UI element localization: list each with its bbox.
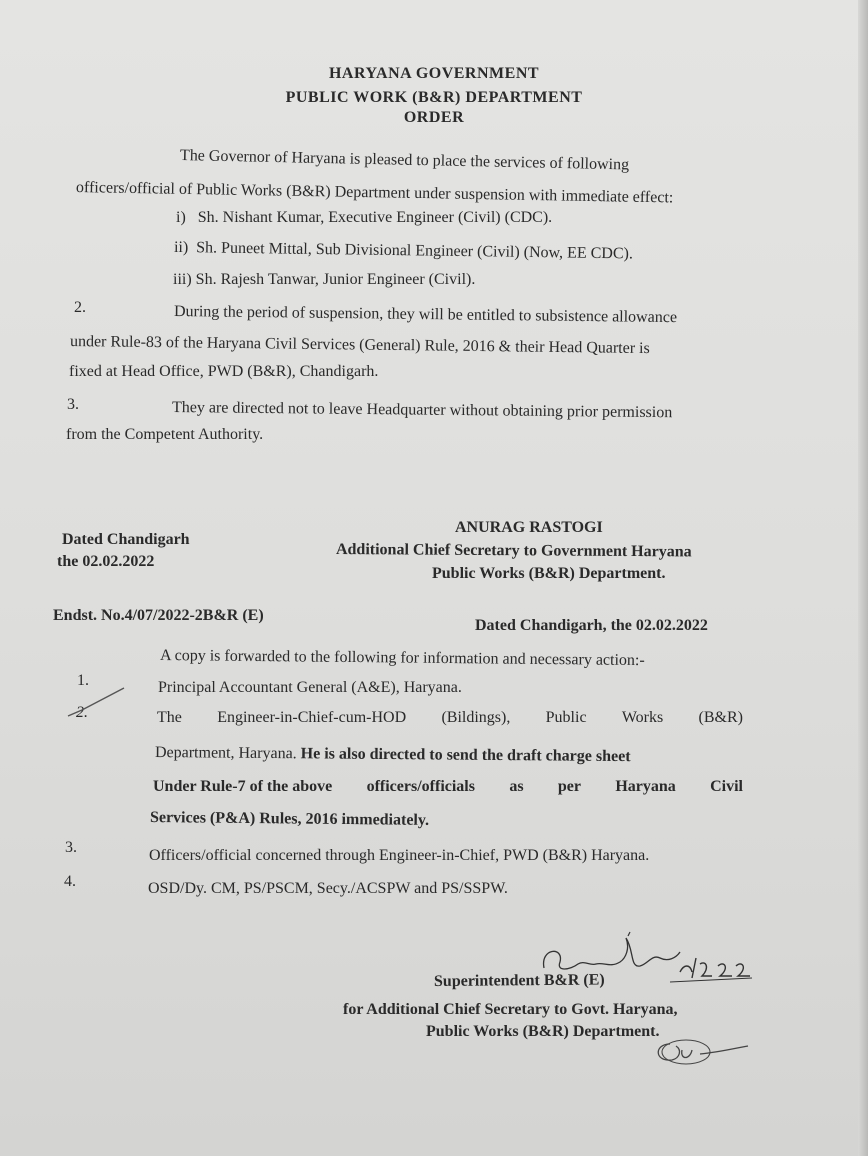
- officer-item-1: i) Sh. Nishant Kumar, Executive Engineer (Civil) (CDC).: [176, 209, 553, 226]
- para3-number: 3.: [67, 396, 79, 413]
- tick-mark-icon: [60, 680, 130, 720]
- officer-item-3: iii) Sh. Rajesh Tanwar, Junior Engineer (Civil).: [173, 271, 476, 288]
- handwritten-signature-icon: [530, 928, 760, 988]
- item2-word: as: [509, 778, 524, 795]
- dated-place: Dated Chandigarh: [62, 531, 190, 548]
- item2-number: 2.: [76, 704, 88, 721]
- endorsement-intro: A copy is forwarded to the following for information and necessary action:-: [159, 647, 645, 670]
- footer-superintendent: Superintendent B&R (E): [433, 971, 605, 990]
- item2-word: Under Rule-7 of the above: [153, 778, 333, 795]
- item2-word: (Bildings),: [441, 709, 511, 726]
- item2-word: Works: [621, 709, 664, 726]
- item2-word: per: [557, 778, 581, 795]
- item4-text: OSD/Dy. CM, PS/PSCM, Secy./ACSPW and PS/SSPW.: [148, 880, 508, 897]
- para1-line2: officers/official of Public Works (B&R) Department under suspension with immediate effect:: [75, 179, 674, 207]
- initials-mark-icon: [640, 1030, 760, 1070]
- endorsement-number: Endst. No.4/07/2022-2B&R (E): [53, 607, 264, 624]
- item2-line3: [153, 777, 743, 797]
- dated-date: the 02.02.2022: [57, 553, 155, 570]
- item2-line2-bold: He is also directed to send the draft charge sheet: [300, 745, 631, 766]
- item2-line1: [157, 708, 743, 728]
- signatory-title-2: Public Works (B&R) Department.: [432, 565, 666, 582]
- item2-word: The: [157, 709, 182, 726]
- header-government: HARYANA GOVERNMENT: [328, 65, 540, 82]
- item2-word: Haryana: [615, 778, 676, 795]
- para2-line2: under Rule-83 of the Haryana Civil Services (General) Rule, 2016 & their Head Quarter is: [69, 333, 650, 358]
- item1-text: Principal Accountant General (A&E), Haryana.: [158, 679, 462, 696]
- item2-word: (B&R): [698, 709, 743, 726]
- item2-word: officers/officials: [366, 778, 475, 795]
- signatory-title-1: Additional Chief Secretary to Government Haryana: [335, 541, 692, 561]
- para3-line2: from the Competent Authority.: [66, 426, 264, 443]
- para2-line3: fixed at Head Office, PWD (B&R), Chandigarh.: [69, 363, 379, 380]
- item2-line4: Services (P&A) Rules, 2016 immediately.: [149, 809, 430, 829]
- item4-number: 4.: [64, 873, 76, 890]
- item3-number: 3.: [65, 839, 77, 856]
- item2-word: Engineer-in-Chief-cum-HOD: [217, 709, 407, 726]
- para1-line1: The Governor of Haryana is pleased to place the services of following: [179, 147, 630, 174]
- footer-for-acs: for Additional Chief Secretary to Govt. Haryana,: [343, 1001, 678, 1018]
- footer-department: Public Works (B&R) Department.: [426, 1023, 660, 1040]
- item2-word: Civil: [710, 778, 743, 795]
- item3-text: Officers/official concerned through Engineer-in-Chief, PWD (B&R) Haryana.: [149, 847, 650, 864]
- item2-word: Public: [545, 709, 587, 726]
- para2-line1: During the period of suspension, they will be entitled to subsistence allowance: [173, 303, 678, 327]
- signatory-name: ANURAG RASTOGI: [455, 519, 603, 536]
- header-order: ORDER: [403, 109, 465, 126]
- para2-number: 2.: [74, 299, 86, 316]
- item2-line2-plain: Department, Haryana.: [154, 744, 297, 763]
- endorsement-date: Dated Chandigarh, the 02.02.2022: [475, 617, 708, 634]
- paper-edge: [858, 0, 868, 1156]
- item1-number: 1.: [77, 672, 89, 689]
- header-department: PUBLIC WORK (B&R) DEPARTMENT: [285, 89, 583, 106]
- officer-item-2: ii) Sh. Puneet Mittal, Sub Divisional Engineer (Civil) (Now, EE CDC).: [173, 239, 634, 263]
- item2-line2: [155, 743, 631, 767]
- para3-line1: They are directed not to leave Headquarter without obtaining prior permission: [171, 399, 673, 422]
